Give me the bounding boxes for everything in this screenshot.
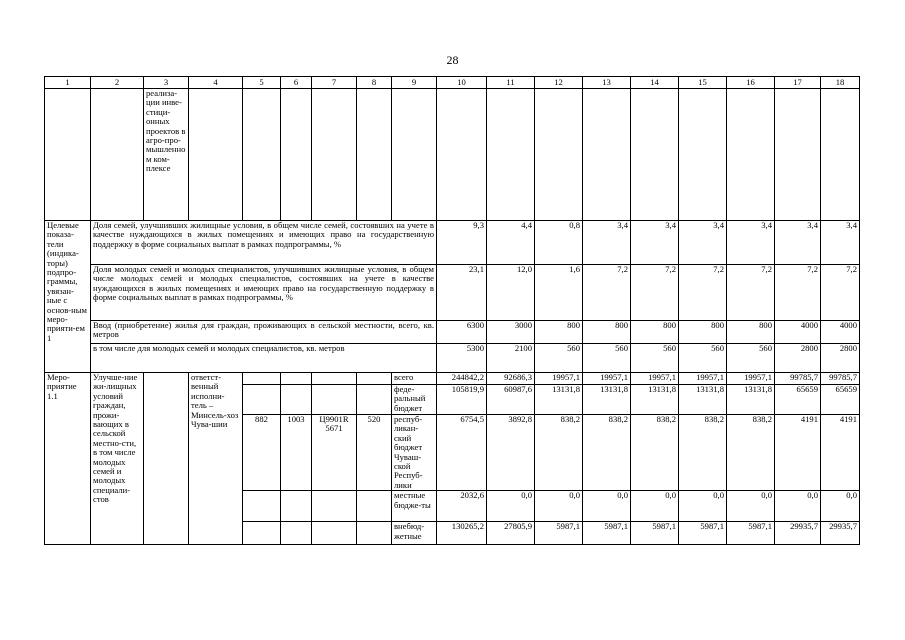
value-cell: 0,0 <box>679 491 727 522</box>
header-cell: 14 <box>631 77 679 89</box>
continuation-row <box>45 89 860 221</box>
value-cell: 5987,1 <box>727 522 775 545</box>
indicator-row <box>45 321 860 344</box>
header-cell: 15 <box>679 77 727 89</box>
value-cell: 92686,3 <box>487 373 535 385</box>
value-cell: 3000 <box>487 321 535 344</box>
value-cell: 6300 <box>437 321 487 344</box>
value-cell: 4000 <box>821 321 860 344</box>
value-cell: 0,8 <box>535 221 583 265</box>
value-cell: 23,1 <box>437 265 487 321</box>
value-cell: 838,2 <box>679 415 727 491</box>
header-cell: 6 <box>281 77 312 89</box>
value-cell: 560 <box>535 344 583 373</box>
value-cell: 7,2 <box>727 265 775 321</box>
value-cell: 0,0 <box>821 491 860 522</box>
indicator-row <box>45 265 860 321</box>
code-cell: Ц9901R 5671 <box>312 415 357 491</box>
value-cell: 800 <box>583 321 631 344</box>
funding-row <box>45 373 860 385</box>
value-cell: 244842,2 <box>437 373 487 385</box>
value-cell: 838,2 <box>583 415 631 491</box>
value-cell: 3,4 <box>727 221 775 265</box>
value-cell: 5987,1 <box>631 522 679 545</box>
value-cell: 65659 <box>821 385 860 415</box>
value-cell: 13131,8 <box>583 385 631 415</box>
indicator-text: в том числе для молодых семей и молодых специалистов, кв. метров <box>91 344 437 373</box>
header-cell: 8 <box>357 77 392 89</box>
value-cell: 13131,8 <box>631 385 679 415</box>
value-cell: 560 <box>679 344 727 373</box>
header-cell: 17 <box>775 77 821 89</box>
header-cell: 4 <box>189 77 243 89</box>
value-cell: 0,0 <box>583 491 631 522</box>
value-cell: 800 <box>679 321 727 344</box>
value-cell: 19957,1 <box>535 373 583 385</box>
value-cell: 560 <box>631 344 679 373</box>
indicator-text: Ввод (приобретение) жилья для граждан, проживающих в сельской местности, всего, кв. метров <box>91 321 437 344</box>
value-cell: 99785,7 <box>775 373 821 385</box>
value-cell: 7,2 <box>821 265 860 321</box>
header-cell: 5 <box>243 77 281 89</box>
value-cell: 800 <box>727 321 775 344</box>
code-cell: 882 <box>243 415 281 491</box>
value-cell: 13131,8 <box>535 385 583 415</box>
value-cell: 27805,9 <box>487 522 535 545</box>
value-cell: 5987,1 <box>679 522 727 545</box>
code-cell: 1003 <box>281 415 312 491</box>
indicator-row <box>45 221 860 265</box>
value-cell: 65659 <box>775 385 821 415</box>
header-cell: 18 <box>821 77 860 89</box>
value-cell: 0,0 <box>727 491 775 522</box>
header-cell: 7 <box>312 77 357 89</box>
value-cell: 5987,1 <box>583 522 631 545</box>
value-cell: 12,0 <box>487 265 535 321</box>
header-cell: 10 <box>437 77 487 89</box>
value-cell: 1,6 <box>535 265 583 321</box>
measure-name: Улучше-ние жи-лищных условий граждан, прожи-вающих в сельской местно-сти, в том числе молодых семей и молодых специали-стов <box>91 373 144 545</box>
value-cell: 3,4 <box>583 221 631 265</box>
value-cell: 2800 <box>821 344 860 373</box>
indicator-text: Доля семей, улучшивших жилищные условия, в общем числе семей, состоявших на учете в качестве нуждающихся в жилых помещениях и имеющих право на государственную поддержку в форме социальных выплат в рамках подпрограммы, % <box>91 221 437 265</box>
header-cell: 12 <box>535 77 583 89</box>
indicator-row <box>45 344 860 373</box>
header-cell: 3 <box>144 77 189 89</box>
funding-source: респуб-ликан-ский бюджет Чуваш-ской Респуб-лики <box>392 415 437 491</box>
header-cell: 16 <box>727 77 775 89</box>
funding-source: феде-ральный бюджет <box>392 385 437 415</box>
value-cell: 0,0 <box>487 491 535 522</box>
value-cell: 0,0 <box>535 491 583 522</box>
value-cell: 29935,7 <box>821 522 860 545</box>
value-cell: 3,4 <box>631 221 679 265</box>
value-cell: 105819,9 <box>437 385 487 415</box>
value-cell: 0,0 <box>631 491 679 522</box>
header-cell: 1 <box>45 77 91 89</box>
value-cell: 0,0 <box>775 491 821 522</box>
value-cell: 6754,5 <box>437 415 487 491</box>
value-cell: 13131,8 <box>727 385 775 415</box>
value-cell: 7,2 <box>679 265 727 321</box>
value-cell: 3,4 <box>821 221 860 265</box>
header-cell: 2 <box>91 77 144 89</box>
value-cell: 3892,8 <box>487 415 535 491</box>
code-cell: 520 <box>357 415 392 491</box>
value-cell: 5300 <box>437 344 487 373</box>
value-cell: 560 <box>727 344 775 373</box>
value-cell: 19957,1 <box>679 373 727 385</box>
value-cell: 838,2 <box>631 415 679 491</box>
value-cell: 13131,8 <box>679 385 727 415</box>
value-cell: 7,2 <box>775 265 821 321</box>
value-cell: 99785,7 <box>821 373 860 385</box>
value-cell: 838,2 <box>535 415 583 491</box>
value-cell: 19957,1 <box>727 373 775 385</box>
measure-label: Меро-приятие 1.1 <box>45 373 91 545</box>
indicators-label: Целевые показа-тели (индика-торы) подпро-граммы, увязан-ные с основ-ным меро-прияти-ем 1 <box>45 221 91 373</box>
funding-source: местные бюдже-ты <box>392 491 437 522</box>
header-cell: 13 <box>583 77 631 89</box>
value-cell: 2032,6 <box>437 491 487 522</box>
value-cell: 2800 <box>775 344 821 373</box>
value-cell: 4191 <box>821 415 860 491</box>
value-cell: 2100 <box>487 344 535 373</box>
value-cell: 19957,1 <box>631 373 679 385</box>
header-row <box>45 77 860 89</box>
header-cell: 9 <box>392 77 437 89</box>
indicator-text: Доля молодых семей и молодых специалистов, улучшивших жилищные условия, в общем числе молодых семей и молодых специалистов, состоявших на учете в качестве нуждающихся в жилых помещениях и имеющих право на государственную поддержку в форме социальных выплат в рамках подпрограммы, % <box>91 265 437 321</box>
value-cell: 7,2 <box>583 265 631 321</box>
continuation-text: реализа-ции инве-стици-онных проектов в агро-про-мышленном ком-плексе <box>144 89 189 221</box>
value-cell: 29935,7 <box>775 522 821 545</box>
program-table <box>44 76 860 545</box>
value-cell: 838,2 <box>727 415 775 491</box>
responsible-executor: ответст-венный исполни-тель – Минсель-хоз Чува-шии <box>189 373 243 545</box>
value-cell: 4,4 <box>487 221 535 265</box>
value-cell: 9,3 <box>437 221 487 265</box>
value-cell: 19957,1 <box>583 373 631 385</box>
value-cell: 3,4 <box>775 221 821 265</box>
value-cell: 60987,6 <box>487 385 535 415</box>
value-cell: 5987,1 <box>535 522 583 545</box>
funding-source: внебюд-жетные <box>392 522 437 545</box>
value-cell: 7,2 <box>631 265 679 321</box>
value-cell: 800 <box>631 321 679 344</box>
value-cell: 800 <box>535 321 583 344</box>
funding-source: всего <box>392 373 437 385</box>
header-cell: 11 <box>487 77 535 89</box>
value-cell: 130265,2 <box>437 522 487 545</box>
page-number: 28 <box>446 53 459 67</box>
value-cell: 4000 <box>775 321 821 344</box>
value-cell: 560 <box>583 344 631 373</box>
value-cell: 4191 <box>775 415 821 491</box>
value-cell: 3,4 <box>679 221 727 265</box>
